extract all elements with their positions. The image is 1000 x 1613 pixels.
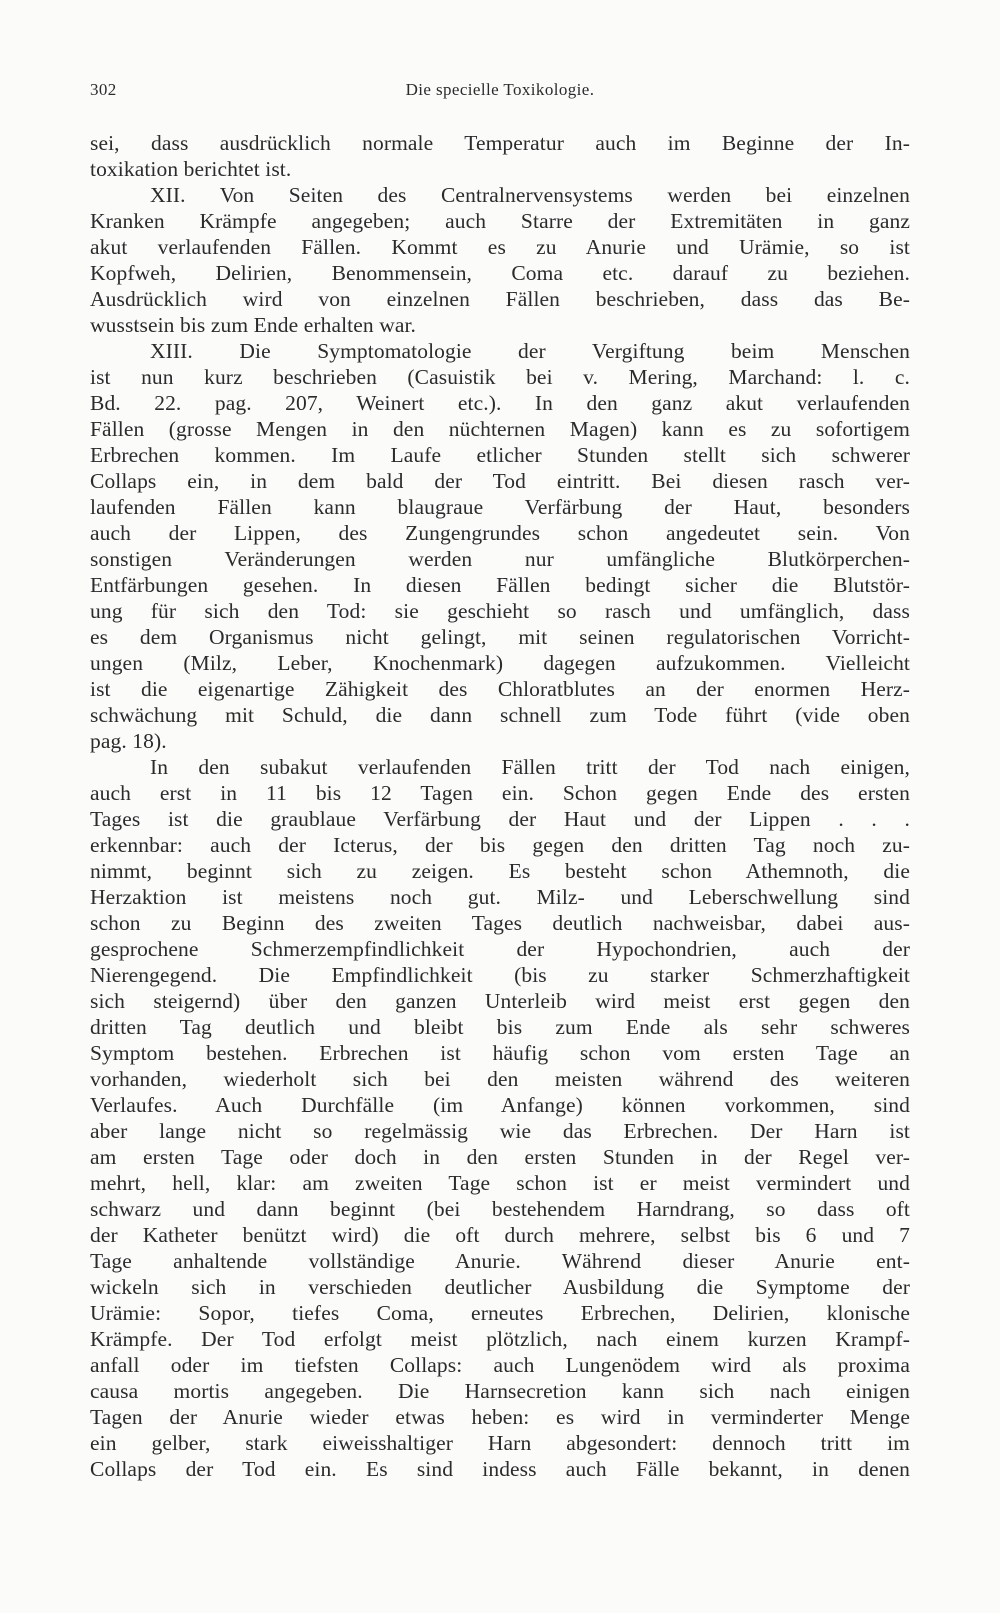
text-line: Collaps der Tod ein. Es sind indess auch Fälle bekannt, in denen [90,1457,910,1481]
text-line: auch der Lippen, des Zungengrundes schon angedeutet sein. Von [90,521,910,545]
text-line: akut verlaufenden Fällen. Kommt es zu Anurie und Urämie, so ist [90,235,910,259]
text-line: pag. 18). [90,729,167,753]
text-line: ist nun kurz beschrieben (Casuistik bei v. Mering, Marchand: l. c. [90,365,910,389]
text-line: Tages ist die graublaue Verfärbung der Haut und der Lippen . . . [90,807,910,831]
text-line: Nierengegend. Die Empfindlichkeit (bis zu starker Schmerzhaftigkeit [90,963,910,987]
text-line: gesprochene Schmerzempfindlichkeit der Hypochondrien, auch der [90,937,910,961]
running-head [90,80,910,106]
running-head-title: Die specielle Toxikologie. [405,80,595,99]
text-line: Tage anhaltende vollständige Anurie. Während dieser Anurie ent- [90,1249,910,1273]
text-line: laufenden Fällen kann blaugraue Verfärbung der Haut, besonders [90,495,910,519]
text-line: Tagen der Anurie wieder etwas heben: es wird in verminderter Menge [90,1405,910,1429]
text-line: Kopfweh, Delirien, Benommensein, Coma etc. darauf zu beziehen. [90,261,910,285]
text-line: toxikation berichtet ist. [90,157,292,181]
text-line: der Katheter benützt wird) die oft durch mehrere, selbst bis 6 und 7 [90,1223,910,1247]
text-line: ein gelber, stark eiweisshaltiger Harn abgesondert: dennoch tritt im [90,1431,910,1455]
body-text [90,130,910,1482]
text-line: causa mortis angegeben. Die Harnsecretion kann sich nach einigen [90,1379,910,1403]
text-line: dritten Tag deutlich und bleibt bis zum Ende als sehr schweres [90,1015,910,1039]
text-line: anfall oder im tiefsten Collaps: auch Lungenödem wird als proxima [90,1353,910,1377]
text-line: Bd. 22. pag. 207, Weinert etc.). In den ganz akut verlaufenden [90,391,910,415]
text-line: ungen (Milz, Leber, Knochenmark) dagegen aufzukommen. Vielleicht [90,651,910,675]
text-line: sei, dass ausdrücklich normale Temperatur auch im Beginne der In- [90,131,910,155]
text-line: erkennbar: auch der Icterus, der bis gegen den dritten Tag noch zu- [90,833,910,857]
text-line: auch erst in 11 bis 12 Tagen ein. Schon gegen Ende des ersten [90,781,910,805]
text-line: Ausdrücklich wird von einzelnen Fällen beschrieben, dass das Be- [90,287,910,311]
text-line: es dem Organismus nicht gelingt, mit seinen regulatorischen Vorricht- [90,625,910,649]
text-line: Krämpfe. Der Tod erfolgt meist plötzlich, nach einem kurzen Krampf- [90,1327,910,1351]
text-line: wusstsein bis zum Ende erhalten war. [90,313,417,337]
text-line: schon zu Beginn des zweiten Tages deutlich nachweisbar, dabei aus- [90,911,910,935]
text-line: XII. Von Seiten des Centralnervensystems werden bei einzelnen [150,183,910,207]
page-number: 302 [90,80,117,99]
text-line: ist die eigenartige Zähigkeit des Chloratblutes an der enormen Herz- [90,677,910,701]
text-line: Urämie: Sopor, tiefes Coma, erneutes Erbrechen, Delirien, klonische [90,1301,910,1325]
text-line: Erbrechen kommen. Im Laufe etlicher Stunden stellt sich schwerer [90,443,910,467]
text-line: mehrt, hell, klar: am zweiten Tage schon ist er meist vermindert und [90,1171,910,1195]
text-line: Verlaufes. Auch Durchfälle (im Anfange) können vorkommen, sind [90,1093,910,1117]
text-line: Entfärbungen gesehen. In diesen Fällen bedingt sicher die Blutstör- [90,573,910,597]
text-line: Herzaktion ist meistens noch gut. Milz- und Leberschwellung sind [90,885,910,909]
text-line: vorhanden, wiederholt sich bei den meisten während des weiteren [90,1067,910,1091]
text-line: aber lange nicht so regelmässig wie das Erbrechen. Der Harn ist [90,1119,910,1143]
text-line: wickeln sich in verschieden deutlicher Ausbildung die Symptome der [90,1275,910,1299]
text-line: ung für sich den Tod: sie geschieht so rasch und umfänglich, dass [90,599,910,623]
text-line: schwarz und dann beginnt (bei bestehendem Harndrang, so dass oft [90,1197,910,1221]
text-line: schwächung mit Schuld, die dann schnell zum Tode führt (vide oben [90,703,910,727]
text-line: am ersten Tage oder doch in den ersten Stunden in der Regel ver- [90,1145,910,1169]
text-line: In den subakut verlaufenden Fällen tritt der Tod nach einigen, [150,755,910,779]
text-line: Kranken Krämpfe angegeben; auch Starre der Extremitäten in ganz [90,209,910,233]
text-line: XIII. Die Symptomatologie der Vergiftung beim Menschen [150,339,910,363]
text-line: nimmt, beginnt sich zu zeigen. Es besteht schon Athemnoth, die [90,859,910,883]
text-line: sonstigen Veränderungen werden nur umfängliche Blutkörperchen- [90,547,910,571]
text-line: Fällen (grosse Mengen in den nüchternen Magen) kann es zu sofortigem [90,417,910,441]
text-line: Collaps ein, in dem bald der Tod eintritt. Bei diesen rasch ver- [90,469,910,493]
text-line: sich steigernd) über den ganzen Unterleib wird meist erst gegen den [90,989,910,1013]
text-line: Symptom bestehen. Erbrechen ist häufig schon vom ersten Tage an [90,1041,910,1065]
